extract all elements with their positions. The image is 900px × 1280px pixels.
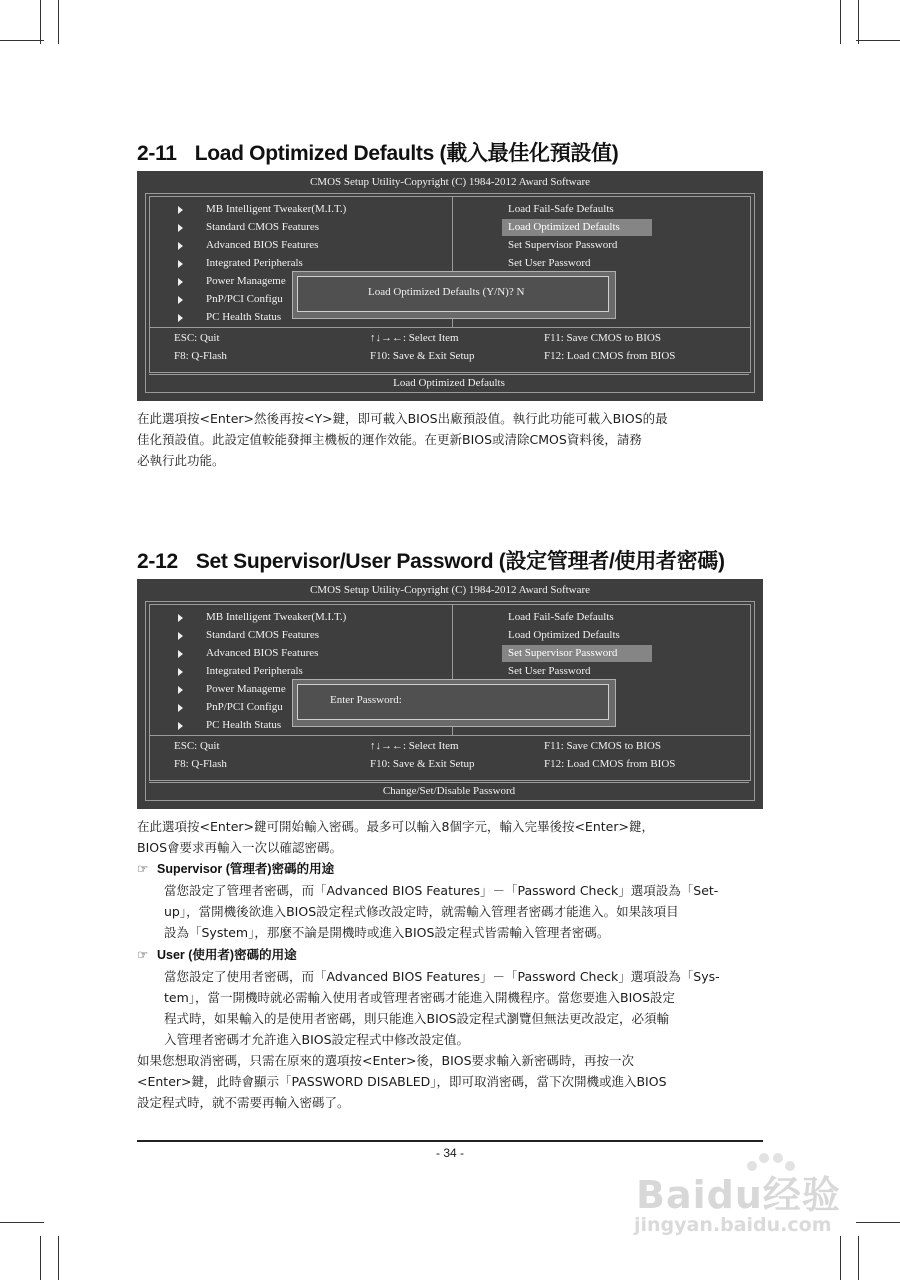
menu-item-label: Power Manageme <box>206 683 286 695</box>
section-title-2-12 <box>137 545 777 575</box>
bios-screenshot-set-password <box>137 579 763 809</box>
menu-item-label: Advanced BIOS Features <box>206 239 319 251</box>
crop-mark <box>840 0 841 44</box>
triangle-right-icon <box>178 242 183 250</box>
menu-item-set-user-password[interactable]: Set User Password <box>508 665 591 677</box>
triangle-right-icon <box>178 224 183 232</box>
text-line: BIOS會要求再輸入一次以確認密碼。 <box>137 840 343 855</box>
text-line: 當您設定了使用者密碼，而「Advanced BIOS Features」－「Password Check」選項設為「Sys- <box>164 969 720 984</box>
pointing-hand-icon: ☞ <box>137 861 149 876</box>
user-heading-text: User (使用者)密碼的用途 <box>157 948 297 962</box>
triangle-right-icon <box>178 278 183 286</box>
bios-frame <box>145 601 755 801</box>
text-line: 入管理者密碼才允許進入BIOS設定程式中修改設定值。 <box>164 1032 470 1047</box>
text-line: 在此選項按<Enter>鍵可開始輸入密碼。最多可以輸入8個字元，輸入完畢後按<Enter>鍵， <box>137 819 654 834</box>
key-select: ↑↓→←: Select Item <box>370 740 459 752</box>
crop-mark <box>856 40 900 41</box>
bios-header: CMOS Setup Utility-Copyright (C) 1984-2012 Award Software <box>309 584 591 596</box>
text-line: 如果您想取消密碼，只需在原來的選項按<Enter>後，BIOS要求輸入新密碼時，再按一次 <box>137 1053 635 1068</box>
text-line: 必執行此功能。 <box>137 453 225 468</box>
triangle-right-icon <box>178 686 183 694</box>
triangle-right-icon <box>178 296 183 304</box>
user-heading <box>137 944 765 966</box>
section-number: 2-12 <box>137 550 178 573</box>
text-line: tem」，當一開機時就必需輸入使用者或管理者密碼才能進入開機程序。當您要進入BIOS設定 <box>164 990 676 1005</box>
menu-item-load-failsafe[interactable]: Load Fail-Safe Defaults <box>508 611 614 623</box>
crop-mark <box>0 40 44 41</box>
bios-menu-panel <box>149 604 751 736</box>
text-line: 在此選項按<Enter>然後再按<Y>鍵，即可載入BIOS出廠預設值。執行此功能可載入BIOS的最 <box>137 411 668 426</box>
key-esc: ESC: Quit <box>174 332 220 344</box>
triangle-right-icon <box>178 668 183 676</box>
menu-item-label: Standard CMOS Features <box>206 629 320 641</box>
text-line: 設定程式時，就不需要再輸入密碼了。 <box>137 1095 350 1110</box>
key-f12: F12: Load CMOS from BIOS <box>544 350 676 362</box>
key-f12: F12: Load CMOS from BIOS <box>544 758 676 770</box>
triangle-right-icon <box>178 614 183 622</box>
key-f8: F8: Q-Flash <box>174 350 227 362</box>
key-esc: ESC: Quit <box>174 740 220 752</box>
pointing-hand-icon: ☞ <box>137 947 149 962</box>
menu-item-label: Integrated Peripherals <box>206 665 303 677</box>
confirm-dialog[interactable] <box>292 271 616 319</box>
triangle-right-icon <box>178 722 183 730</box>
menu-item-label: Integrated Peripherals <box>206 257 303 269</box>
text-line: <Enter>鍵，此時會顯示「PASSWORD DISABLED」，即可取消密碼，當下次開機或進入BIOS <box>137 1074 667 1089</box>
triangle-right-icon <box>178 314 183 322</box>
menu-item-set-user-password[interactable]: Set User Password <box>508 257 591 269</box>
footer-rule <box>137 1140 763 1142</box>
text-line: up」，當開機後欲進入BIOS設定程式修改設定時，就需輸入管理者密碼才能進入。如果該項目 <box>164 904 679 919</box>
section-title-2-11 <box>137 137 777 167</box>
supervisor-description <box>164 880 764 943</box>
paragraph-disable-password <box>137 1050 765 1113</box>
menu-item-set-supervisor-password-selected[interactable]: Set Supervisor Password <box>502 645 652 662</box>
bios-frame <box>145 193 755 393</box>
menu-item-load-optimized[interactable]: Load Optimized Defaults <box>508 629 620 641</box>
triangle-right-icon <box>178 650 183 658</box>
baidu-watermark <box>630 1150 870 1250</box>
triangle-right-icon <box>178 260 183 268</box>
password-prompt: Enter Password: <box>330 694 402 706</box>
menu-item-label: PC Health Status <box>206 719 282 731</box>
menu-item-set-supervisor-password[interactable]: Set Supervisor Password <box>508 239 618 251</box>
text-line: 當您設定了管理者密碼，而「Advanced BIOS Features」－「Password Check」選項設為「Set- <box>164 883 719 898</box>
section-title-text: Set Supervisor/User Password (設定管理者/使用者密碼) <box>195 550 725 573</box>
dialog-inner <box>297 684 609 720</box>
key-f11: F11: Save CMOS to BIOS <box>544 332 661 344</box>
watermark-brand: Baidu经验 <box>636 1173 841 1217</box>
dialog-inner <box>297 276 609 312</box>
password-dialog[interactable] <box>292 679 616 727</box>
status-bar: Load Optimized Defaults <box>149 374 749 393</box>
paragraph-load-defaults <box>137 408 765 471</box>
menu-item-label: PnP/PCI Configu <box>206 701 283 713</box>
section-number: 2-11 <box>137 142 177 165</box>
crop-mark <box>40 0 41 44</box>
crop-mark <box>40 1236 41 1280</box>
supervisor-heading <box>137 858 765 880</box>
menu-item-label: Standard CMOS Features <box>206 221 320 233</box>
menu-item-label: MB Intelligent Tweaker(M.I.T.) <box>206 203 347 215</box>
menu-item-load-optimized-selected[interactable]: Load Optimized Defaults <box>502 219 652 236</box>
section-title-text: Load Optimized Defaults (載入最佳化預設值) <box>194 142 619 165</box>
menu-item-label: Advanced BIOS Features <box>206 647 319 659</box>
dialog-text: Load Optimized Defaults (Y/N)? N <box>368 286 525 298</box>
crop-mark <box>58 1236 59 1280</box>
supervisor-heading-text: Supervisor (管理者)密碼的用途 <box>157 862 335 876</box>
crop-mark <box>0 1222 44 1223</box>
crop-mark <box>58 0 59 44</box>
menu-item-label: PC Health Status <box>206 311 282 323</box>
key-f8: F8: Q-Flash <box>174 758 227 770</box>
crop-mark <box>858 0 859 44</box>
paragraph-enter-password <box>137 816 765 858</box>
text-line: 程式時，如果輸入的是使用者密碼，則只能進入BIOS設定程式瀏覽但無法更改設定，必須輸 <box>164 1011 670 1026</box>
key-f10: F10: Save & Exit Setup <box>370 350 475 362</box>
bios-screenshot-load-defaults <box>137 171 763 401</box>
menu-item-label: PnP/PCI Configu <box>206 293 283 305</box>
key-f11: F11: Save CMOS to BIOS <box>544 740 661 752</box>
key-help <box>149 328 751 373</box>
triangle-right-icon <box>178 704 183 712</box>
user-description <box>164 966 764 1050</box>
key-f10: F10: Save & Exit Setup <box>370 758 475 770</box>
triangle-right-icon <box>178 206 183 214</box>
text-line: 設為「System」，那麼不論是開機時或進入BIOS設定程式皆需輸入管理者密碼。 <box>164 925 610 940</box>
key-select: ↑↓→←: Select Item <box>370 332 459 344</box>
status-bar: Change/Set/Disable Password <box>149 782 749 801</box>
watermark-url: jingyan.baidu.com <box>634 1214 832 1236</box>
bios-menu-panel <box>149 196 751 328</box>
menu-item-label: Power Manageme <box>206 275 286 287</box>
triangle-right-icon <box>178 632 183 640</box>
page-number: - 34 - <box>435 1146 464 1160</box>
menu-item-label: MB Intelligent Tweaker(M.I.T.) <box>206 611 347 623</box>
menu-item-load-failsafe[interactable]: Load Fail-Safe Defaults <box>508 203 614 215</box>
bios-header: CMOS Setup Utility-Copyright (C) 1984-2012 Award Software <box>309 176 591 188</box>
key-help <box>149 736 751 781</box>
text-line: 佳化預設值。此設定值較能發揮主機板的運作效能。在更新BIOS或清除CMOS資料後，請務 <box>137 432 642 447</box>
